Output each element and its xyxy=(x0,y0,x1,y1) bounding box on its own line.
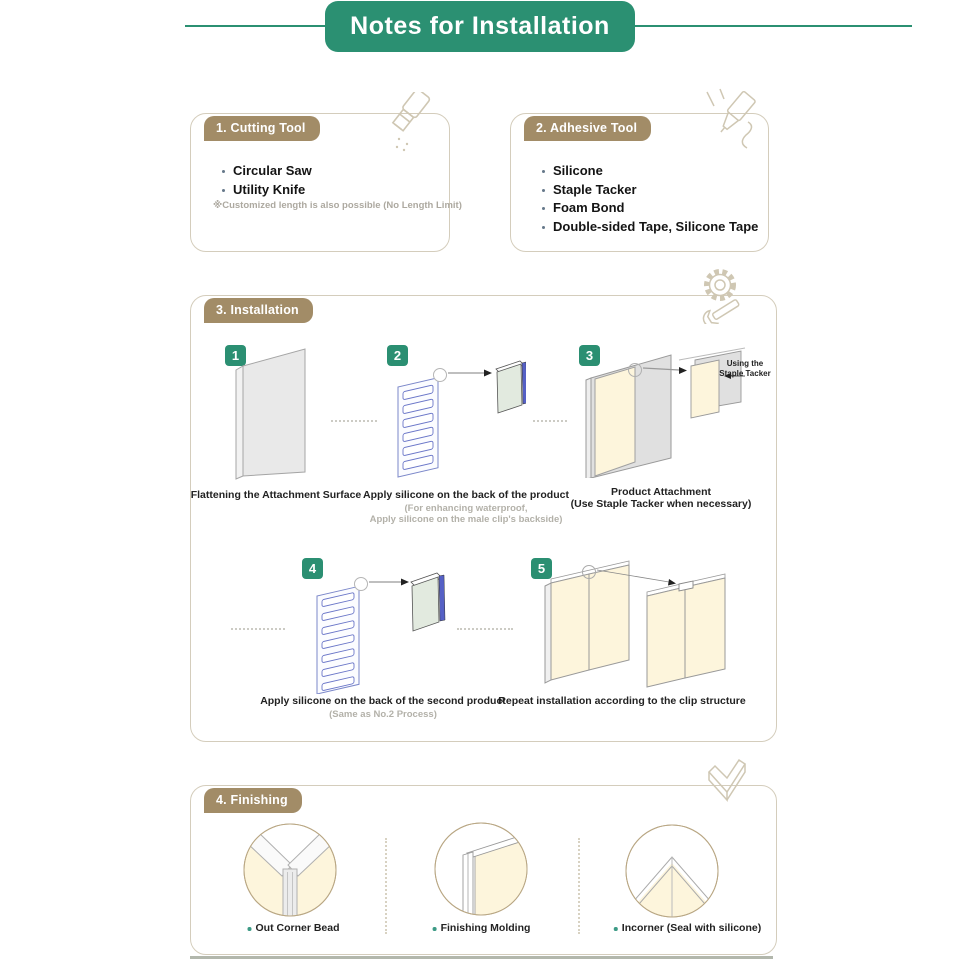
annotation-line: Using the xyxy=(726,359,764,368)
step-5-badge: 5 xyxy=(531,558,552,579)
page-title: Notes for Installation xyxy=(325,1,635,52)
cutting-tool-badge: 1. Cutting Tool xyxy=(204,116,320,141)
adhesive-tool-list xyxy=(541,162,758,236)
finishing-item-label: Finishing Molding xyxy=(432,922,531,934)
step-5-diagram xyxy=(541,558,741,693)
gear-wrench-icon xyxy=(696,266,750,324)
list-item: Foam Bond xyxy=(541,199,758,218)
step-4-caption: Apply silicone on the back of the second product xyxy=(260,695,506,707)
footer-bar xyxy=(190,956,773,959)
finishing-molding-diagram xyxy=(433,821,529,917)
step-1-caption: Flattening the Attachment Surface xyxy=(190,489,362,501)
list-item: Staple Tacker xyxy=(541,181,758,200)
list-item: Circular Saw xyxy=(221,162,312,181)
installation-badge: 3. Installation xyxy=(204,298,313,323)
step-2-subcaption: Apply silicone on the male clip's backside) xyxy=(369,514,563,525)
step-4-badge: 4 xyxy=(302,558,323,579)
step-5-caption: Repeat installation according to the clip structure xyxy=(498,695,746,707)
step-4-subcaption: (Same as No.2 Process) xyxy=(329,709,437,720)
dotted-divider xyxy=(533,420,567,422)
dotted-divider xyxy=(331,420,377,422)
step-3-annotation xyxy=(714,359,776,379)
incorner-diagram xyxy=(624,823,720,919)
utility-knife-icon xyxy=(371,92,443,154)
step-3-badge: 3 xyxy=(579,345,600,366)
step-2-diagram xyxy=(386,351,526,481)
installation-card xyxy=(190,295,777,742)
step-1-diagram xyxy=(231,348,311,480)
cutting-tool-list xyxy=(221,162,312,199)
step-2-badge: 2 xyxy=(387,345,408,366)
finishing-item-label: Incorner (Seal with silicone) xyxy=(613,922,761,934)
adhesive-tool-badge: 2. Adhesive Tool xyxy=(524,116,651,141)
corner-molding-icon xyxy=(703,758,753,812)
step-3-caption: (Use Staple Tacker when necessary) xyxy=(570,498,752,510)
step-3-caption: Product Attachment xyxy=(611,486,711,498)
step-2-subcaption: (For enhancing waterproof, xyxy=(404,503,528,514)
list-item: Double-sided Tape, Silicone Tape xyxy=(541,218,758,237)
annotation-line: Staple Tacker xyxy=(719,369,771,378)
silicone-tube-icon xyxy=(699,88,763,154)
finishing-card xyxy=(190,785,777,955)
list-item: Silicone xyxy=(541,162,758,181)
cutting-tool-note: ※Customized length is also possible (No Length Limit) xyxy=(213,200,462,211)
adhesive-tool-card xyxy=(510,113,769,252)
dotted-divider xyxy=(231,628,285,630)
step-1-badge: 1 xyxy=(225,345,246,366)
step-4-diagram xyxy=(303,562,453,694)
cutting-tool-card xyxy=(190,113,462,252)
dotted-divider xyxy=(385,838,387,934)
dotted-divider xyxy=(578,838,580,934)
step-2-caption: Apply silicone on the back of the product xyxy=(363,489,569,501)
finishing-item-label: Out Corner Bead xyxy=(246,922,339,934)
dotted-divider xyxy=(457,628,513,630)
finishing-badge: 4. Finishing xyxy=(204,788,302,813)
list-item: Utility Knife xyxy=(221,181,312,200)
out-corner-bead-diagram xyxy=(242,822,338,918)
